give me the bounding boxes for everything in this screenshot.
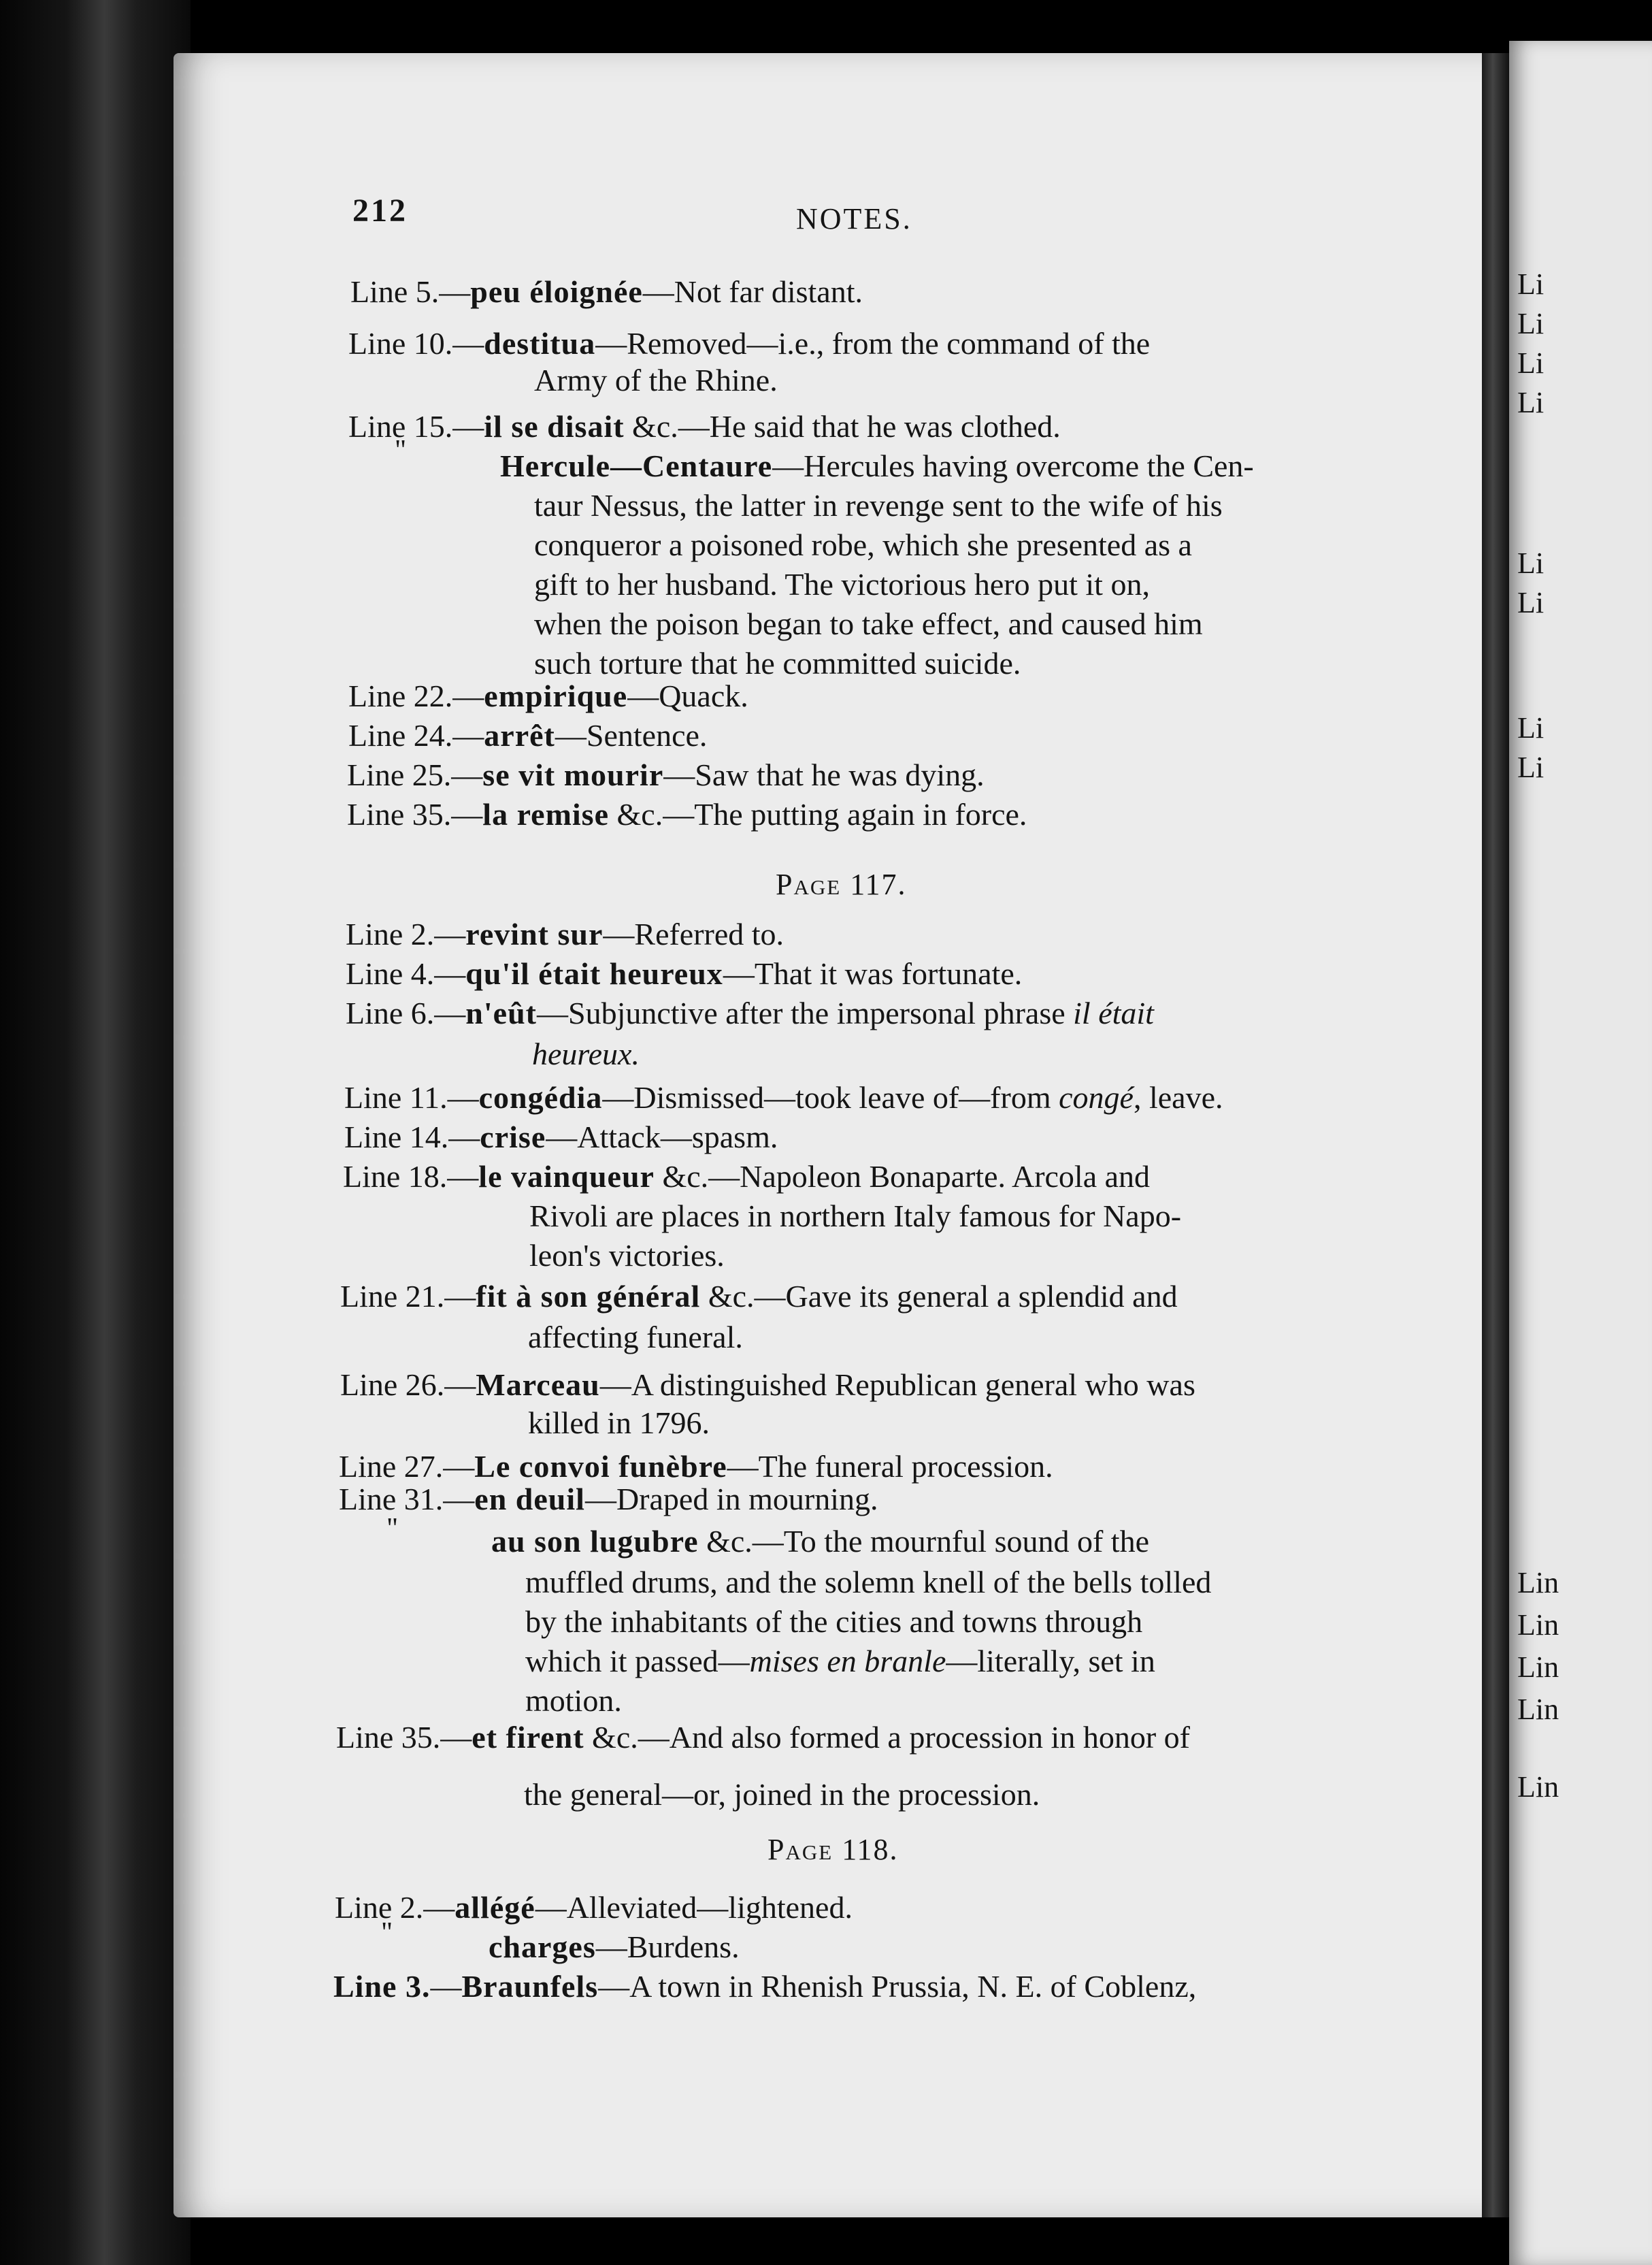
gloss: Alleviated—lightened. [566, 1890, 853, 1925]
gloss-continuation: taur Nessus, the latter in revenge sent to the wife of his [534, 488, 1223, 523]
note-entry: Line 18.—le vainqueur &c.—Napoleon Bonaparte. Arcola and [343, 1159, 1151, 1194]
french-term: peu éloignée [470, 274, 643, 309]
french-term: Marceau [476, 1367, 600, 1402]
facing-page-fragment: Li [1517, 267, 1544, 301]
facing-page-fragment: Lin [1517, 1650, 1559, 1684]
gloss-italic: congé [1059, 1080, 1134, 1115]
note-entry: Line 11.—congédia—Dismissed—took leave of—from congé, leave. [344, 1080, 1223, 1115]
gloss-continuation: which it passed—mises en branle—literally, set in [525, 1644, 1155, 1678]
gloss: &c.—He said that he was clothed. [632, 409, 1061, 444]
note-entry: Line 26.—Marceau—A distinguished Republican general who was [340, 1367, 1195, 1402]
gloss-tail: , leave. [1133, 1080, 1223, 1115]
line-ref: Line 15. [348, 409, 453, 444]
book-gutter [0, 0, 191, 2265]
facing-page-fragment: Li [1517, 307, 1544, 340]
line-ref: Line 35. [336, 1720, 441, 1755]
facing-page-fragment: Lin [1517, 1770, 1559, 1804]
gloss: Subjunctive after the impersonal phrase [567, 996, 1065, 1030]
gloss-continuation: motion. [525, 1683, 622, 1718]
gloss: Referred to. [634, 917, 784, 951]
gloss: A distinguished Republican general who was [631, 1367, 1195, 1402]
gloss: &c.—To the mournful sound of the [706, 1524, 1150, 1559]
line-ref: Line 21. [340, 1279, 445, 1314]
gloss: Dismissed—took leave of—from [633, 1080, 1051, 1115]
note-entry: Line 21.—fit à son général &c.—Gave its general a splendid and [340, 1279, 1178, 1314]
facing-page-fragment: Li [1517, 346, 1544, 380]
line-ref: Line 10. [348, 326, 453, 361]
page-number: 212 [352, 193, 408, 229]
gloss-continuation: the general—or, joined in the procession. [524, 1777, 1040, 1812]
facing-page-fragment: Lin [1517, 1693, 1559, 1726]
french-term: congédia [478, 1080, 603, 1115]
line-ref: Line 18. [343, 1159, 448, 1194]
french-term: au son lugubre [491, 1524, 699, 1559]
line-ref: Line 3. [333, 1969, 431, 2004]
facing-page-fragment: Lin [1517, 1608, 1559, 1642]
french-term: empirique [484, 679, 628, 713]
french-term: en deuil [474, 1482, 585, 1516]
note-entry: Hercule—Centaure—Hercules having overcome the Cen- [500, 449, 1254, 483]
note-entry: Line 35.—et firent &c.—And also formed a procession in honor of [336, 1720, 1190, 1755]
line-ref: Line 2. [335, 1890, 424, 1925]
gloss: Not far distant. [674, 274, 863, 309]
gloss-italic: il était [1073, 996, 1154, 1030]
gloss: A town in Rhenish Prussia, N. E. of Coblenz, [629, 1969, 1197, 2004]
note-entry: Line 24.—arrêt—Sentence. [348, 718, 708, 753]
gloss: &c.—Gave its general a splendid and [708, 1279, 1178, 1314]
section-heading-page-117: Page 117. [776, 868, 907, 901]
gloss: &c.—And also formed a procession in honor of [592, 1720, 1190, 1755]
french-term: Hercule—Centaure [500, 449, 773, 483]
note-entry: Line 10.—destitua—Removed—i.e., from the command of the [348, 326, 1151, 361]
gloss: The funeral procession. [758, 1449, 1053, 1484]
french-term: Braunfels [461, 1969, 599, 2004]
gloss: That it was fortunate. [754, 956, 1023, 991]
line-ref: Line 25. [347, 757, 452, 792]
line-ref: Line 4. [346, 956, 435, 991]
note-entry: charges—Burdens. [489, 1929, 740, 1964]
line-ref: Line 31. [339, 1482, 444, 1516]
gloss-continuation: Rivoli are places in northern Italy famous for Napo- [529, 1199, 1182, 1233]
page-edge [1482, 53, 1509, 2217]
line-ref: Line 24. [348, 718, 453, 753]
ditto-mark: " [395, 435, 407, 466]
french-term: charges [489, 1929, 596, 1964]
french-term: destitua [484, 326, 596, 361]
facing-page-fragment: Li [1517, 547, 1544, 580]
line-ref: Line 2. [346, 917, 435, 951]
line-ref: Line 6. [346, 996, 435, 1030]
note-entry: Line 14.—crise—Attack—spasm. [344, 1120, 778, 1154]
gloss-continuation: killed in 1796. [528, 1405, 710, 1440]
note-entry: Line 25.—se vit mourir—Saw that he was dying. [347, 757, 985, 792]
gloss: Saw that he was dying. [695, 757, 985, 792]
facing-page-fragment: Li [1517, 711, 1544, 745]
french-term: arrêt [484, 718, 555, 753]
gloss-continuation: muffled drums, and the solemn knell of the bells tolled [525, 1565, 1212, 1599]
line-ref: Line 5. [350, 274, 440, 309]
gloss-continuation: affecting funeral. [528, 1320, 743, 1354]
gloss: Attack—spasm. [577, 1120, 778, 1154]
gloss-continuation: conqueror a poisoned robe, which she presented as a [534, 527, 1192, 562]
running-head: NOTES. [796, 202, 912, 235]
gloss-continuation: heureux. [532, 1037, 640, 1071]
note-entry: Line 4.—qu'il était heureux—That it was fortunate. [346, 956, 1023, 991]
note-entry [491, 1526, 1149, 1557]
facing-page-fragment: Li [1517, 586, 1544, 619]
gloss-continuation: Army of the Rhine. [534, 363, 778, 397]
gloss: Burdens. [627, 1929, 740, 1964]
note-entry: Line 22.—empirique—Quack. [348, 679, 748, 713]
line-ref: Line 11. [344, 1080, 448, 1115]
french-term: le vainqueur [478, 1159, 655, 1194]
line-ref: Line 22. [348, 679, 453, 713]
gloss: &c.—The putting again in force. [616, 797, 1027, 832]
ditto-mark: " [381, 1917, 393, 1949]
french-term: se vit mourir [482, 757, 664, 792]
french-term: il se disait [484, 409, 625, 444]
gloss-continuation: such torture that he committed suicide. [534, 646, 1021, 681]
gloss-continuation: when the poison began to take effect, and caused him [534, 606, 1203, 641]
note-entry: Line 35.—la remise &c.—The putting again in force. [347, 797, 1027, 832]
french-term: crise [480, 1120, 546, 1154]
gloss: Sentence. [586, 718, 708, 753]
note-entry: Line 31.—en deuil—Draped in mourning. [339, 1482, 878, 1516]
note-entry: Line 6.—n'eût—Subjunctive after the impersonal phrase il était [346, 996, 1154, 1030]
french-term: et firent [472, 1720, 584, 1755]
note-entry: Line 2.—revint sur—Referred to. [346, 917, 784, 951]
gloss: &c.—Napoleon Bonaparte. Arcola and [662, 1159, 1151, 1194]
note-entry: Line 15.—il se disait &c.—He said that he was clothed. [348, 409, 1061, 444]
gloss-continuation: gift to her husband. The victorious hero put it on, [534, 567, 1150, 602]
french-term: qu'il était heureux [465, 956, 723, 991]
gloss: Removed—i.e., from the command of the [627, 326, 1151, 361]
facing-page-fragment: Lin [1517, 1566, 1559, 1599]
gloss-continuation: by the inhabitants of the cities and towns through [525, 1604, 1143, 1639]
line-ref: Line 14. [344, 1120, 449, 1154]
french-term: fit à son général [476, 1279, 701, 1314]
gloss-continuation: leon's victories. [529, 1238, 725, 1273]
french-term: allégé [455, 1890, 535, 1925]
note-entry: Line 2.—allégé—Alleviated—lightened. [335, 1890, 853, 1925]
note-entry: Line 27.—Le convoi funèbre—The funeral procession. [339, 1449, 1053, 1484]
line-ref: Line 35. [347, 797, 452, 832]
gloss: Quack. [659, 679, 748, 713]
french-term: revint sur [465, 917, 604, 951]
gloss: Hercules having overcome the Cen- [804, 449, 1254, 483]
note-entry: Line 3.—Braunfels—A town in Rhenish Prussia, N. E. of Coblenz, [333, 1969, 1197, 2004]
line-ref: Line 27. [339, 1449, 444, 1484]
ditto-mark: " [386, 1513, 399, 1544]
facing-page-fragment: Li [1517, 751, 1544, 784]
french-term: n'eût [465, 996, 537, 1030]
note-entry: Line 5.—peu éloignée—Not far distant. [350, 274, 863, 309]
facing-page-fragment: Li [1517, 386, 1544, 419]
section-heading-page-118: Page 118. [767, 1833, 899, 1866]
french-term: Le convoi funèbre [474, 1449, 727, 1484]
line-ref: Line 26. [340, 1367, 445, 1402]
french-term: la remise [482, 797, 609, 832]
gloss: Draped in mourning. [616, 1482, 878, 1516]
